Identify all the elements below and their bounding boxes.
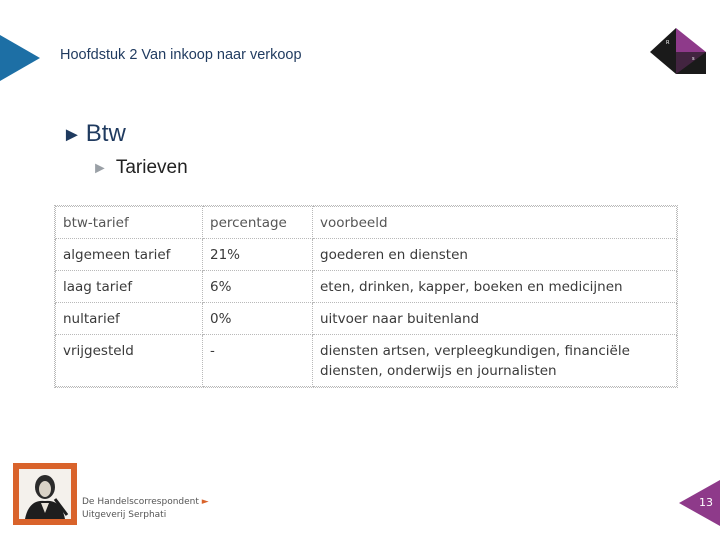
table-row [56,303,677,335]
table-cell: laag tarief [56,271,203,303]
table-header-cell: voorbeeld [313,207,677,239]
table-cell: - [203,335,313,387]
play-arrow-icon: ► [201,497,209,507]
slide-subheading [92,157,188,179]
table-row [56,239,677,271]
table-cell: nultarief [56,303,203,335]
publisher-name [82,496,209,522]
play-arrow-icon: ► [62,124,82,146]
table-cell: 6% [203,271,313,303]
table-cell: algemeen tarief [56,239,203,271]
table-cell: uitvoer naar buitenland [313,303,677,335]
publisher-line: Uitgeverij Serphati [82,510,167,520]
table-cell: vrijgesteld [56,335,203,387]
table-cell: eten, drinken, kapper, boeken en medicijnen [313,271,677,303]
portrait-image [19,469,71,519]
table-cell: 21% [203,239,313,271]
brand-letter: s [692,56,695,62]
page-number: 13 [699,496,713,509]
table-cell: diensten artsen, verpleegkundigen, financiële diensten, onderwijs en journalisten [313,335,677,387]
vat-rates-table [54,205,678,388]
table-header-cell: percentage [203,207,313,239]
corner-triangle-decoration [0,35,40,81]
table-row [56,271,677,303]
subheading-text: Tarieven [115,157,188,178]
slide-heading [62,120,126,148]
chapter-title: Hoofdstuk 2 Van inkoop naar verkoop [60,47,302,63]
table-header-row [56,207,677,239]
heading-text: Btw [85,120,126,147]
publisher-logo [13,463,77,525]
brand-logo [650,28,706,74]
brand-letter: R [666,40,670,46]
publisher-line: De Handelscorrespondent [82,497,199,507]
play-arrow-icon: ► [92,160,108,177]
table-cell: 0% [203,303,313,335]
table-row [56,335,677,387]
table-cell: goederen en diensten [313,239,677,271]
table-header-cell: btw-tarief [56,207,203,239]
